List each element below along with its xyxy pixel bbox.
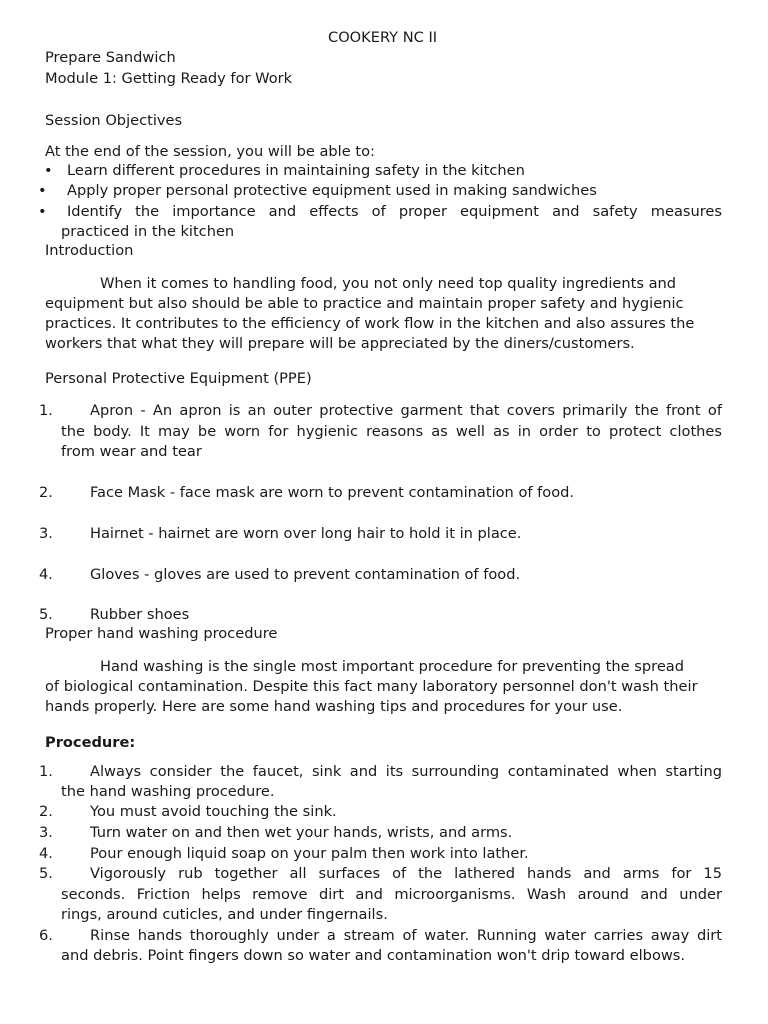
list-number: 1. [39, 402, 53, 419]
ppe-item-apron: Apron - An apron is an outer protective garment that covers primarily the front of [90, 402, 722, 419]
list-number: 1. [39, 763, 53, 780]
list-number: 4. [39, 845, 53, 862]
objective-item-continued: practiced in the kitchen [61, 223, 235, 240]
procedure-heading: Procedure: [45, 734, 136, 751]
procedure-step: Rinse hands thoroughly under a stream of water. Running water carries away dirt [90, 927, 722, 944]
objective-item: Apply proper personal protective equipment used in making sandwiches [67, 182, 597, 199]
ppe-item-face-mask: Face Mask - face mask are worn to prevent contamination of food. [90, 484, 575, 501]
introduction-heading: Introduction [45, 242, 134, 259]
ppe-item-apron-continued: from wear and tear [61, 443, 202, 460]
intro-paragraph-line: equipment but also should be able to practice and maintain proper safety and hygienic [45, 295, 684, 312]
objective-item: Learn different procedures in maintaining safety in the kitchen [67, 162, 525, 179]
list-number: 5. [39, 865, 53, 882]
bullet-dot: • [44, 162, 53, 179]
document-title: COOKERY NC II [328, 29, 438, 46]
bullet-dot: • [38, 182, 47, 199]
procedure-step-continued: and debris. Point fingers down so water and contamination won't drip toward elbows. [61, 947, 686, 964]
procedure-step-continued: the hand washing procedure. [61, 783, 275, 800]
module-title: Module 1: Getting Ready for Work [45, 70, 293, 87]
procedure-step: Always consider the faucet, sink and its surrounding contaminated when starting [90, 763, 722, 780]
document-subtitle: Prepare Sandwich [45, 49, 176, 66]
handwashing-paragraph-line: of biological contamination. Despite this fact many laboratory personnel don't wash their [45, 678, 698, 695]
ppe-item-hairnet: Hairnet - hairnet are worn over long hair to hold it in place. [90, 525, 522, 542]
handwashing-paragraph-line: hands properly. Here are some hand washing tips and procedures for your use. [45, 698, 623, 715]
objectives-heading: Session Objectives [45, 112, 183, 129]
procedure-step-continued: rings, around cuticles, and under fingernails. [61, 906, 388, 923]
procedure-step: You must avoid touching the sink. [90, 803, 337, 820]
intro-paragraph-line: When it comes to handling food, you not only need top quality ingredients and [100, 275, 677, 292]
handwashing-paragraph-line: Hand washing is the single most important procedure for preventing the spread [100, 658, 685, 675]
ppe-item-apron-continued: the body. It may be worn for hygienic reasons as well as in order to protect clothes [61, 423, 722, 440]
list-number: 3. [39, 525, 53, 542]
objective-item: Identify the importance and effects of proper equipment and safety measures [67, 203, 722, 220]
list-number: 3. [39, 824, 53, 841]
ppe-heading: Personal Protective Equipment (PPE) [45, 370, 312, 387]
intro-paragraph-line: practices. It contributes to the efficiency of work flow in the kitchen and also assures the [45, 315, 695, 332]
procedure-step: Pour enough liquid soap on your palm then work into lather. [90, 845, 529, 862]
list-number: 2. [39, 803, 53, 820]
ppe-item-rubber-shoes: Rubber shoes [90, 606, 190, 623]
intro-paragraph-line: workers that what they will prepare will be appreciated by the diners/customers. [45, 335, 635, 352]
handwashing-heading: Proper hand washing procedure [45, 625, 278, 642]
procedure-step: Vigorously rub together all surfaces of the lathered hands and arms for 15 [90, 865, 722, 882]
list-number: 4. [39, 566, 53, 583]
procedure-step: Turn water on and then wet your hands, wrists, and arms. [90, 824, 513, 841]
bullet-dot: • [38, 203, 47, 220]
list-number: 2. [39, 484, 53, 501]
procedure-step-continued: seconds. Friction helps remove dirt and microorganisms. Wash around and under [61, 886, 722, 903]
list-number: 5. [39, 606, 53, 623]
list-number: 6. [39, 927, 53, 944]
ppe-item-gloves: Gloves - gloves are used to prevent contamination of food. [90, 566, 521, 583]
objectives-intro: At the end of the session, you will be able to: [45, 143, 375, 160]
